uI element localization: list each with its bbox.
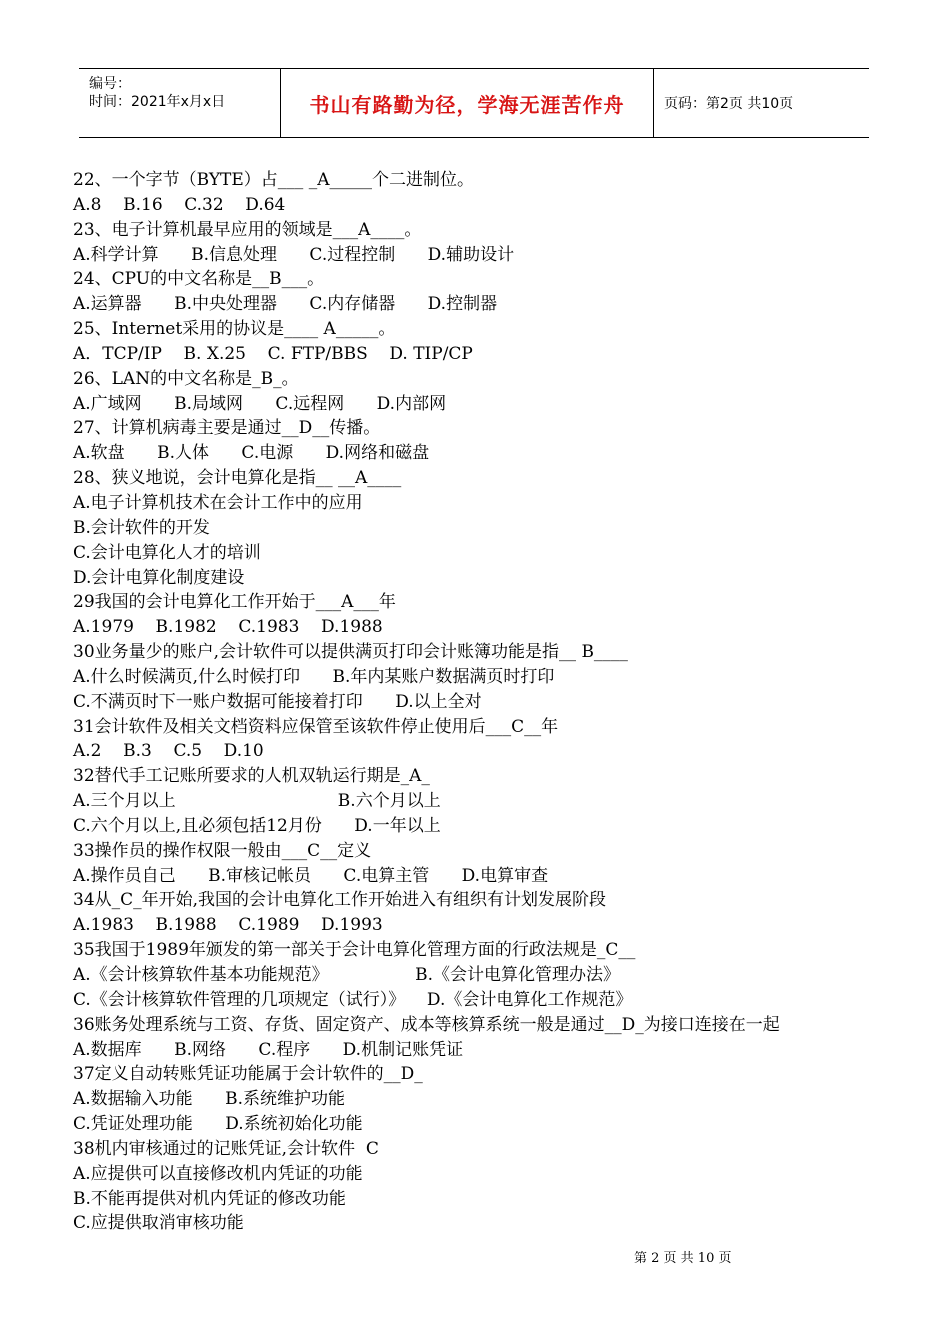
page-footer: 第 2 页 共 10 页 (634, 1251, 732, 1266)
header-page-cell (654, 69, 869, 137)
document-body (73, 168, 873, 1236)
text-line: 23、电子计算机最早应用的领域是___A____。 (73, 219, 422, 240)
text-line: B.不能再提供对机内凭证的修改功能 (73, 1188, 346, 1209)
text-line: 37定义自动转账凭证功能属于会计软件的__D_ (73, 1064, 423, 1085)
text-line: A.应提供可以直接修改机内凭证的功能 (73, 1163, 363, 1184)
text-line: A.运算器 B.中央处理器 C.内存储器 D.控制器 (73, 294, 498, 315)
text-line: A.1979 B.1982 C.1983 D.1988 (73, 617, 383, 638)
text-line: C.会计电算化人才的培训 (73, 542, 261, 563)
text-line: 27、计算机病毒主要是通过__D__传播。 (73, 418, 381, 439)
text-line: 24、CPU的中文名称是__B___。 (73, 269, 325, 290)
text-line: C.六个月以上,且必须包括12月份 D.一年以上 (73, 815, 441, 836)
text-line: 34从_C_年开始,我国的会计电算化工作开始进入有组织有计划发展阶段 (73, 890, 607, 911)
text-line: A.8 B.16 C.32 D.64 (73, 194, 286, 215)
text-line: A.科学计算 B.信息处理 C.过程控制 D.辅助设计 (73, 244, 515, 265)
page-label: 页码：第2页 共10页 (664, 96, 794, 112)
text-line: 25、Internet采用的协议是____ A_____。 (73, 319, 396, 340)
text-line: 29我国的会计电算化工作开始于___A___年 (73, 592, 396, 613)
text-line: A.数据库 B.网络 C.程序 D.机制记账凭证 (73, 1039, 464, 1060)
text-line: 33操作员的操作权限一般由___C__定义 (73, 840, 372, 861)
text-line: 26、LAN的中文名称是_B_。 (73, 368, 299, 389)
text-line: 30业务量少的账户,会计软件可以提供满页打印会计账簿功能是指__ B____ (73, 642, 628, 663)
text-line: A.什么时候满页,什么时候打印 B.年内某账户数据满页时打印 (73, 666, 555, 687)
serial-label: 编号： (89, 76, 131, 92)
text-line: 36账务处理系统与工资、存货、固定资产、成本等核算系统一般是通过__D_为接口连接在一起 (73, 1014, 780, 1035)
header-info-cell (79, 69, 281, 137)
text-line: B.会计软件的开发 (73, 517, 210, 538)
time-label: 时间：2021年x月x日 (89, 94, 226, 110)
text-line: A.2 B.3 C.5 D.10 (73, 741, 264, 762)
text-line: A.电子计算机技术在会计工作中的应用 (73, 492, 363, 513)
text-line: A.数据输入功能 B.系统维护功能 (73, 1089, 345, 1110)
header-motto-cell (281, 69, 654, 137)
text-line: A.三个月以上 B.六个月以上 (73, 791, 441, 812)
text-line: C.《会计核算软件管理的几项规定（试行）》 D.《会计电算化工作规范》 (73, 989, 633, 1010)
text-line: 35我国于1989年颁发的第一部关于会计电算化管理方面的行政法规是_C__ (73, 940, 636, 961)
text-line: 38机内审核通过的记账凭证,会计软件 C (73, 1138, 379, 1159)
text-line: D.会计电算化制度建设 (73, 567, 245, 588)
text-line: 22、一个字节（BYTE）占___ _A_____个二进制位。 (73, 170, 474, 190)
text-line: 32替代手工记账所要求的人机双轨运行期是_A_ (73, 766, 430, 787)
text-line: A.广域网 B.局域网 C.远程网 D.内部网 (73, 393, 447, 414)
text-line: C.应提供取消审核功能 (73, 1213, 244, 1234)
text-line: A.1983 B.1988 C.1989 D.1993 (73, 915, 383, 936)
text-line: A．TCP/IP B. X.25 C. FTP/BBS D. TIP/CP (73, 343, 473, 364)
text-line: A.《会计核算软件基本功能规范》 B.《会计电算化管理办法》 (73, 965, 621, 985)
text-line: 31会计软件及相关文档资料应保管至该软件停止使用后___C__年 (73, 716, 559, 737)
text-line: C.不满页时下一账户数据可能接着打印 D.以上全对 (73, 691, 482, 712)
text-line: A.操作员自己 B.审核记帐员 C.电算主管 D.电算审查 (73, 865, 549, 886)
text-line: C.凭证处理功能 D.系统初始化功能 (73, 1114, 363, 1135)
text-line: A.软盘 B.人体 C.电源 D.网络和磁盘 (73, 443, 430, 464)
page-header (79, 68, 869, 138)
text-line: 28、狭义地说，会计电算化是指__ __A____ (73, 468, 402, 489)
motto-text: 书山有路勤为径，学海无涯苦作舟 (309, 92, 625, 117)
